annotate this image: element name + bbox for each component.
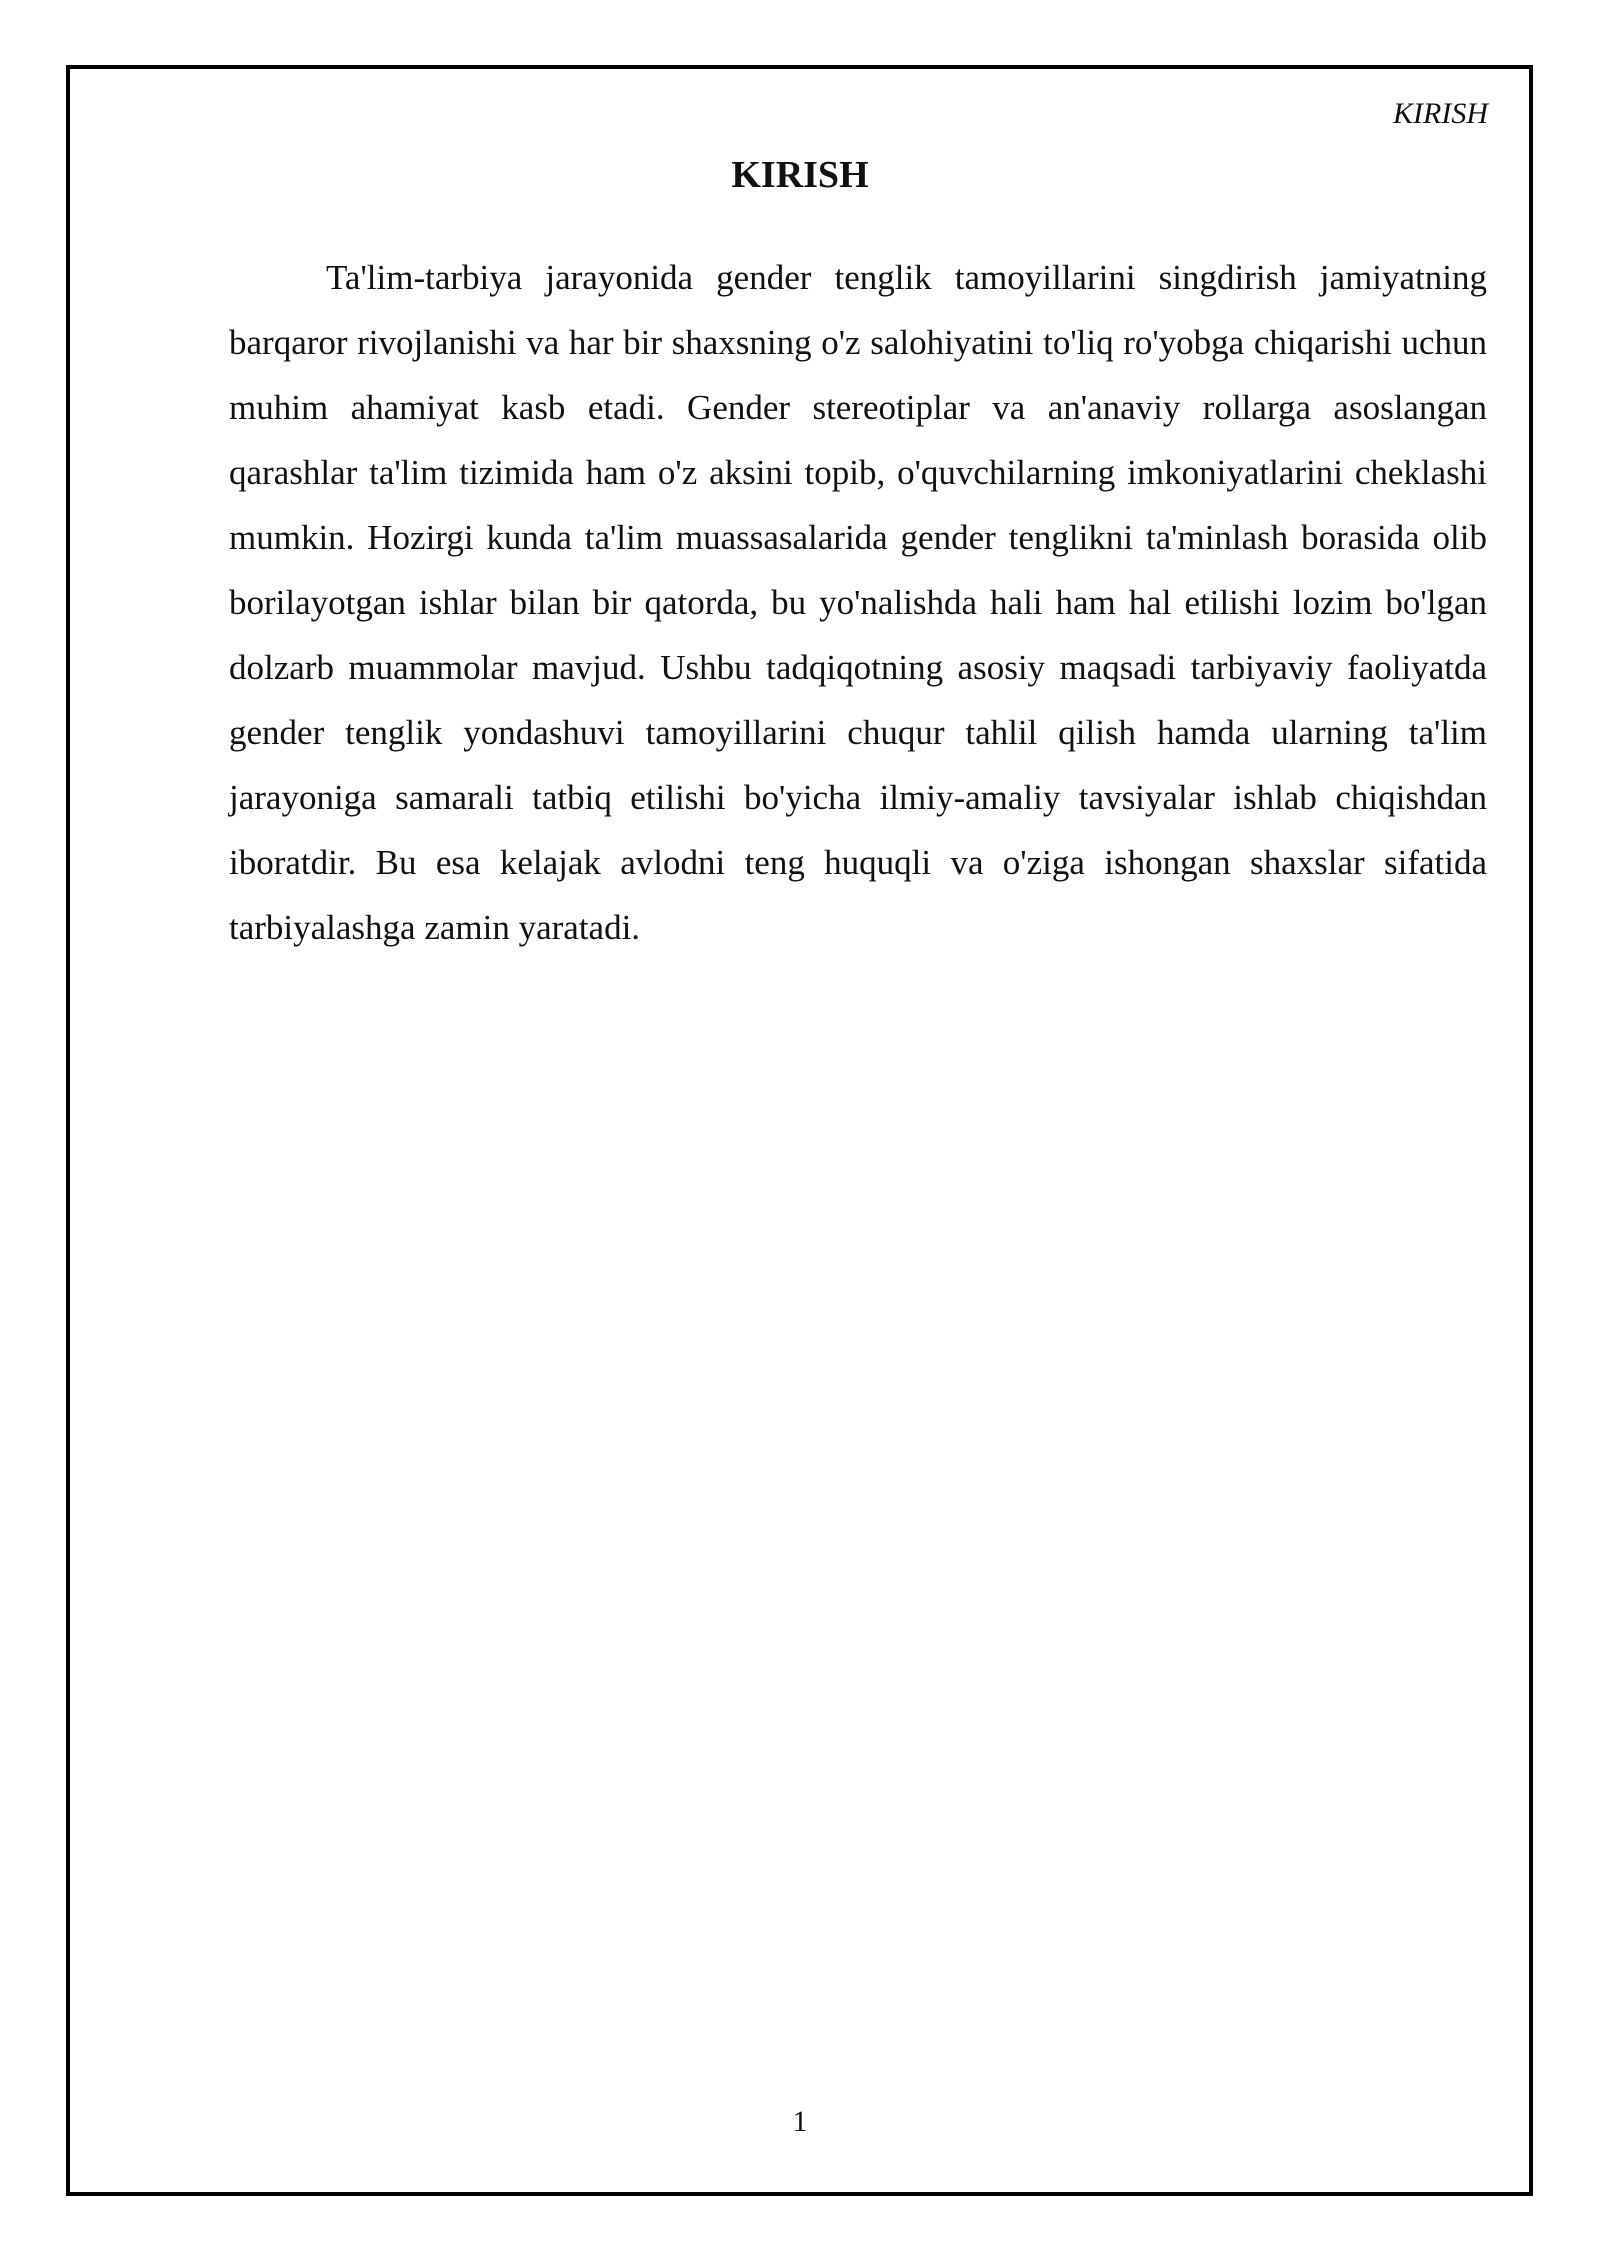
page-title: KIRISH xyxy=(731,154,869,196)
page-number: 1 xyxy=(792,2105,808,2138)
body-paragraph: Ta'lim-tarbiya jarayonida gender tenglik tamoyillarini singdirish jamiyatning barqaror rivojlanishi va har bir shaxsning o'z salohiyatini to'liq ro'yobga chiqarishi uchun muhim ahamiyat kasb etadi. Gender stereotiplar va an'anaviy rollarga asoslangan qarashlar ta'lim tizimida ham o'z aksini topib, o'quvchilarning imkoniyatlarini cheklashi mumkin. Hozirgi kunda ta'lim muassasalarida gender tenglikni ta'minlash borasida olib borilayotgan ishlar bilan bir qatorda, bu yo'nalishda hali ham hal etilishi lozim bo'lgan dolzarb muammolar mavjud. Ushbu tadqiqotning asosiy maqsadi tarbiyaviy faoliyatda gender tenglik yondashuvi tamoyillarini chuqur tahlil qilish hamda ularning ta'lim jarayoniga samarali tatbiq etilishi bo'yicha ilmiy-amaliy tavsiyalar ishlab chiqishdan iboratdir. Bu esa kelajak avlodni teng huquqli va o'ziga ishongan shaxslar sifatida tarbiyalashga zamin yaratadi. xyxy=(229,258,1487,947)
running-header: KIRISH xyxy=(1393,97,1488,130)
